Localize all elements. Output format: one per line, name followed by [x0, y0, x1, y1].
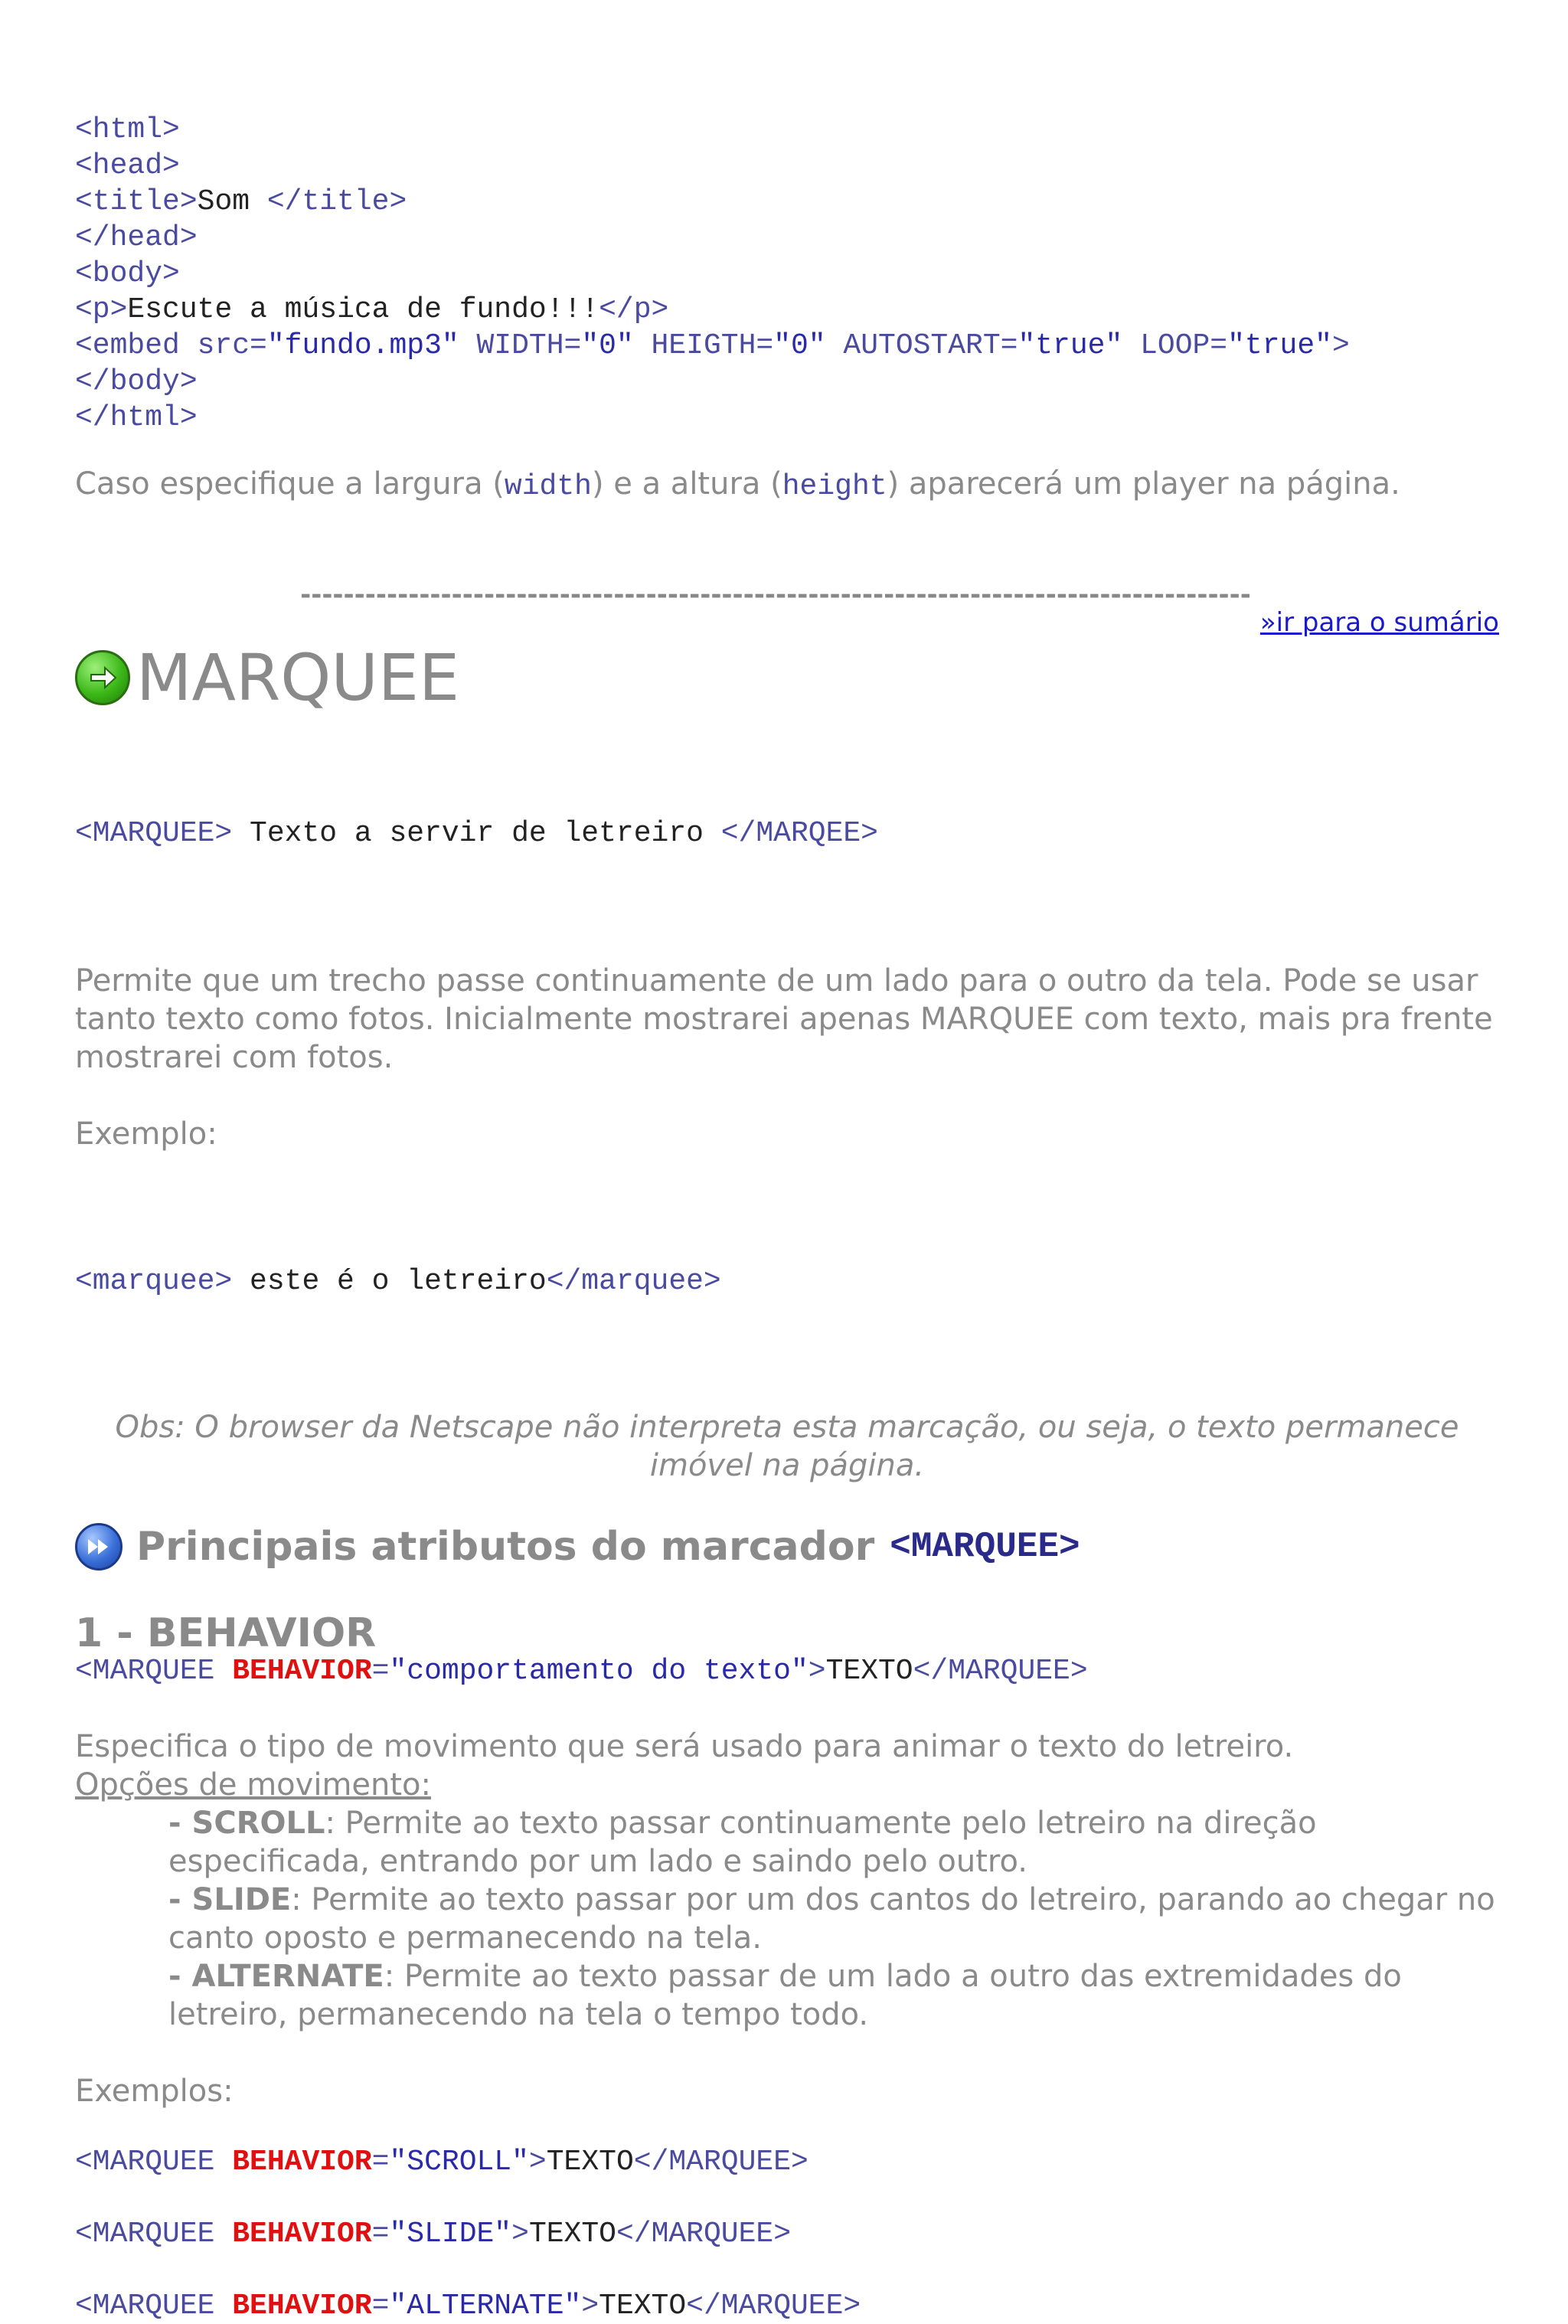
code-token: </MARQUEE>: [633, 2146, 808, 2179]
code-token: >: [808, 1655, 826, 1688]
marquee-title-text: MARQUEE: [136, 640, 460, 715]
code-token: <title>: [75, 185, 198, 218]
code-token: TEXTO: [546, 2146, 634, 2179]
code-line-4: [75, 220, 1499, 256]
code-token: TEXTO: [825, 1655, 913, 1688]
code-token: "SCROLL": [389, 2146, 529, 2179]
code-token: "true": [1018, 329, 1123, 362]
behavior-example-3: [75, 2288, 1499, 2324]
behavior-syntax-line: [75, 1653, 1499, 1689]
behavior-example-2: [75, 2216, 1499, 2252]
code-token: BEHAVIOR: [232, 2146, 372, 2179]
behavior-option-name: - SLIDE: [168, 1882, 292, 1917]
width-code: width: [504, 470, 592, 503]
player-note: [75, 465, 1499, 506]
code-token: HEIGTH=: [633, 329, 774, 362]
code-token: </MARQUEE>: [616, 2218, 792, 2250]
options-label: Opções de movimento:: [75, 1767, 431, 1803]
code-line-1: [75, 112, 1499, 148]
code-token: "comportamento do texto": [389, 1655, 808, 1688]
code-token: "true": [1227, 329, 1332, 362]
code-line-3: [75, 184, 1499, 220]
code-token: Escute a música de fundo!!!: [127, 293, 599, 326]
code-token: =: [371, 2290, 390, 2322]
example-open-tag: <marquee>: [75, 1265, 233, 1298]
behavior-option-1: [168, 1804, 1499, 1881]
code-line-8: [75, 364, 1499, 400]
fast-forward-icon: [75, 1523, 122, 1571]
code-token: <MARQUEE: [75, 2146, 233, 2179]
behavior-option-text: : Permite ao texto passar de um lado a outro das extremidades do letreiro, permanecendo na tela o tempo todo.: [168, 1959, 1402, 2032]
code-token: </html>: [75, 401, 198, 434]
behavior-syntax: [75, 1653, 1499, 1689]
code-token: <MARQUEE: [75, 2218, 233, 2250]
code-token: <html>: [75, 113, 180, 146]
sumario-link[interactable]: »ir para o sumário: [1259, 607, 1499, 638]
obs-line-1: Obs: O browser da Netscape não interpreta esta marcação, ou seja, o texto permanece: [115, 1410, 1459, 1445]
code-line-9: [75, 400, 1499, 436]
code-token: >: [581, 2290, 599, 2322]
attributes-heading-text: Principais atributos do marcador: [136, 1524, 875, 1570]
behavior-option-2: [168, 1881, 1499, 1957]
code-token: AUTOSTART=: [825, 329, 1018, 362]
example-text: este é o letreiro: [232, 1265, 547, 1298]
code-token: WIDTH=: [459, 329, 582, 362]
height-code: height: [782, 470, 887, 503]
code-token: "ALTERNATE": [389, 2290, 582, 2322]
code-sample-embed: [75, 112, 1499, 436]
behavior-option-text: : Permite ao texto passar por um dos cantos do letreiro, parando ao chegar no canto oposto e permanecendo na tela.: [168, 1882, 1495, 1956]
code-line-6: [75, 292, 1499, 328]
code-token: </head>: [75, 221, 198, 254]
code-token: <embed src=: [75, 329, 267, 362]
code-token: </MARQUEE>: [913, 1655, 1088, 1688]
code-token: BEHAVIOR: [232, 1655, 372, 1688]
behavior-option-name: - ALTERNATE: [168, 1959, 384, 1994]
code-token: </p>: [599, 293, 669, 326]
code-line-2: [75, 148, 1499, 184]
behavior-example-line: [75, 2144, 1499, 2180]
code-token: =: [371, 2218, 390, 2250]
code-token: "SLIDE": [389, 2218, 512, 2250]
attributes-heading: [75, 1520, 1499, 1574]
code-token: BEHAVIOR: [232, 2290, 372, 2322]
marquee-description: Permite que um trecho passe continuamente de um lado para o outro da tela. Pode se usar tanto texto como fotos. Inicialmente mostrarei apenas MARQUEE com texto, mais pra frente mostrarei com fotos.: [75, 963, 1493, 1075]
code-token: "0": [773, 329, 826, 362]
behavior-option-text: : Permite ao texto passar continuamente pelo letreiro na direção especificada, entrando por um lado e saindo pelo outro.: [168, 1806, 1317, 1879]
behavior-heading: 1 - BEHAVIOR: [75, 1610, 377, 1656]
marquee-syntax: [75, 744, 1499, 923]
document-page: [75, 112, 1499, 2324]
green-arrow-right-icon: [75, 650, 130, 705]
syntax-open-tag: <MARQUEE>: [75, 817, 233, 850]
behavior-option-3: [168, 1957, 1499, 2034]
player-note-text-1: Caso especifique a largura (: [75, 466, 505, 502]
behavior-example-line: [75, 2288, 1499, 2324]
code-line-5: [75, 256, 1499, 292]
obs-line-2: imóvel na página.: [649, 1448, 925, 1483]
syntax-text: Texto a servir de letreiro: [232, 817, 721, 850]
code-token: TEXTO: [599, 2290, 687, 2322]
player-note-text-3: ) aparecerá um player na página.: [887, 466, 1400, 502]
behavior-example-1: [75, 2144, 1499, 2180]
code-token: >: [511, 2218, 529, 2250]
examples-label: Exemplos:: [75, 2074, 234, 2109]
code-token: BEHAVIOR: [232, 2218, 372, 2250]
code-token: TEXTO: [528, 2218, 616, 2250]
code-token: <MARQUEE: [75, 2290, 233, 2322]
behavior-options-list: [168, 1804, 1499, 2034]
code-token: <MARQUEE: [75, 1655, 233, 1688]
code-token: </body>: [75, 365, 198, 398]
code-token: LOOP=: [1122, 329, 1228, 362]
code-line-7: [75, 328, 1499, 364]
code-token: </title>: [266, 185, 407, 218]
netscape-obs: [75, 1408, 1499, 1485]
code-token: "fundo.mp3": [266, 329, 459, 362]
marquee-section-title: [75, 641, 1499, 714]
attributes-heading-tag: <MARQUEE>: [890, 1527, 1080, 1567]
example-label: Exemplo:: [75, 1116, 217, 1152]
behavior-example-line: [75, 2216, 1499, 2252]
code-token: =: [371, 1655, 390, 1688]
sumario-link-row: [75, 607, 1499, 646]
marquee-example-code: [75, 1191, 1499, 1371]
code-token: =: [371, 2146, 390, 2179]
code-token: <body>: [75, 257, 180, 290]
code-token: <head>: [75, 149, 180, 182]
section-divider: ----------------------------------------------------------------------------------------: [300, 580, 1251, 610]
player-note-text-2: ) e a altura (: [591, 466, 782, 502]
syntax-close-tag: </MARQEE>: [720, 817, 878, 850]
behavior-option-name: - SCROLL: [168, 1806, 325, 1841]
code-token: "0": [581, 329, 634, 362]
code-token: Som: [197, 185, 267, 218]
code-token: >: [1331, 329, 1350, 362]
code-token: >: [528, 2146, 547, 2179]
behavior-examples: [75, 2144, 1499, 2324]
behavior-description: Especifica o tipo de movimento que será usado para animar o texto do letreiro.: [75, 1729, 1294, 1764]
example-close-tag: </marquee>: [546, 1265, 721, 1298]
code-token: </MARQUEE>: [686, 2290, 861, 2322]
code-token: <p>: [75, 293, 128, 326]
